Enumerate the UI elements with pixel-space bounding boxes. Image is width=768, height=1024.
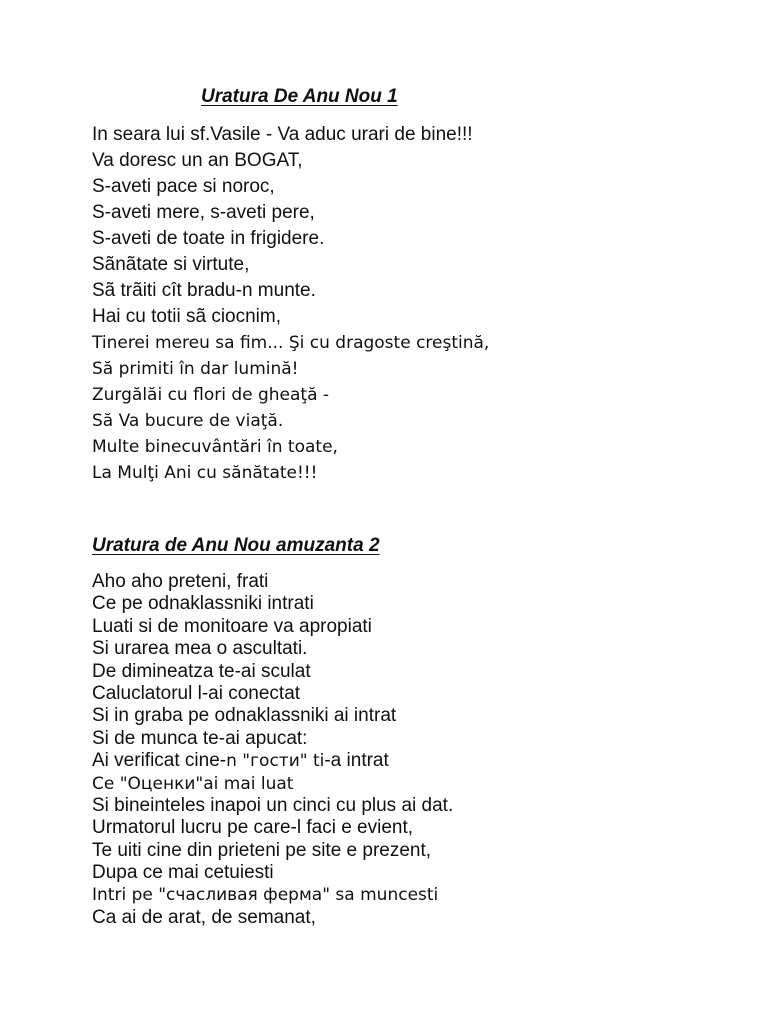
poem-line: Aho aho preteni, frati xyxy=(92,571,269,592)
poem-line: Si urarea mea o ascultati. xyxy=(92,638,308,660)
poem-line: Tinerei mereu sa fim... Şi cu dragoste creştină, xyxy=(92,333,490,353)
poem-line: Sã trãiti cît bradu-n munte. xyxy=(92,280,316,301)
poem-line: S-aveti de toate in frigidere. xyxy=(92,228,325,249)
poem-2-body xyxy=(92,571,453,929)
poem-line: Să primiti în dar lumină! xyxy=(92,359,299,379)
poem-line: Dupa ce mai cetuiesti xyxy=(92,862,274,884)
poem-line: De dimineatza te-ai sculat xyxy=(92,660,311,682)
poem-line: La Mulţi Ani cu sănătate!!! xyxy=(92,463,318,483)
poem-line: Si bineinteles inapoi un cinci cu plus ai dat. xyxy=(92,794,454,816)
poem-line: Zurgălăi cu flori de gheaţă - xyxy=(92,385,330,405)
poem-line: In seara lui sf.Vasile - Va aduc urari de bine!!! xyxy=(92,124,473,145)
poem-1-body xyxy=(92,122,489,486)
poem-line: Te uiti cine din prieteni pe site e prezent, xyxy=(92,839,432,861)
poem-2-title: Uratura de Anu Nou amuzanta 2 xyxy=(92,535,380,556)
poem-line: S-aveti pace si noroc, xyxy=(92,176,275,197)
poem-line: Intri pe "счасливая ферма" sa muncesti xyxy=(92,885,439,906)
poem-line-part: Ai verificat cine- xyxy=(92,750,227,772)
poem-line: Si de munca te-ai apucat: xyxy=(92,727,308,749)
poem-line: Luati si de monitoare va apropiati xyxy=(92,615,372,637)
poem-line: Hai cu totii sã ciocnim, xyxy=(92,306,282,327)
poem-line: Ca ai de arat, de semanat, xyxy=(92,906,316,928)
poem-line: Si in graba pe odnaklassniki ai intrat xyxy=(92,705,397,727)
poem-1-title: Uratura De Anu Nou 1 xyxy=(201,86,398,107)
poem-line xyxy=(92,750,453,772)
poem-line: Urmatorul lucru pe care-l faci e evient, xyxy=(92,817,414,839)
poem-line: Va doresc un an BOGAT, xyxy=(92,150,303,171)
poem-line: Să Va bucure de viaţă. xyxy=(92,411,284,431)
poem-line: Ce "Оценки"ai mai luat xyxy=(92,773,294,794)
poem-line: Ce pe odnaklassniki intrati xyxy=(92,593,314,615)
poem-line: Sãnãtate si virtute, xyxy=(92,254,250,275)
poem-line: Multe binecuvântări în toate, xyxy=(92,437,338,457)
poem-line-part: -a intrat xyxy=(324,750,389,772)
poem-line-part: n "гости" ti xyxy=(226,751,325,772)
poem-line: Caluclatorul l-ai conectat xyxy=(92,682,301,704)
poem-line: S-aveti mere, s-aveti pere, xyxy=(92,202,315,223)
